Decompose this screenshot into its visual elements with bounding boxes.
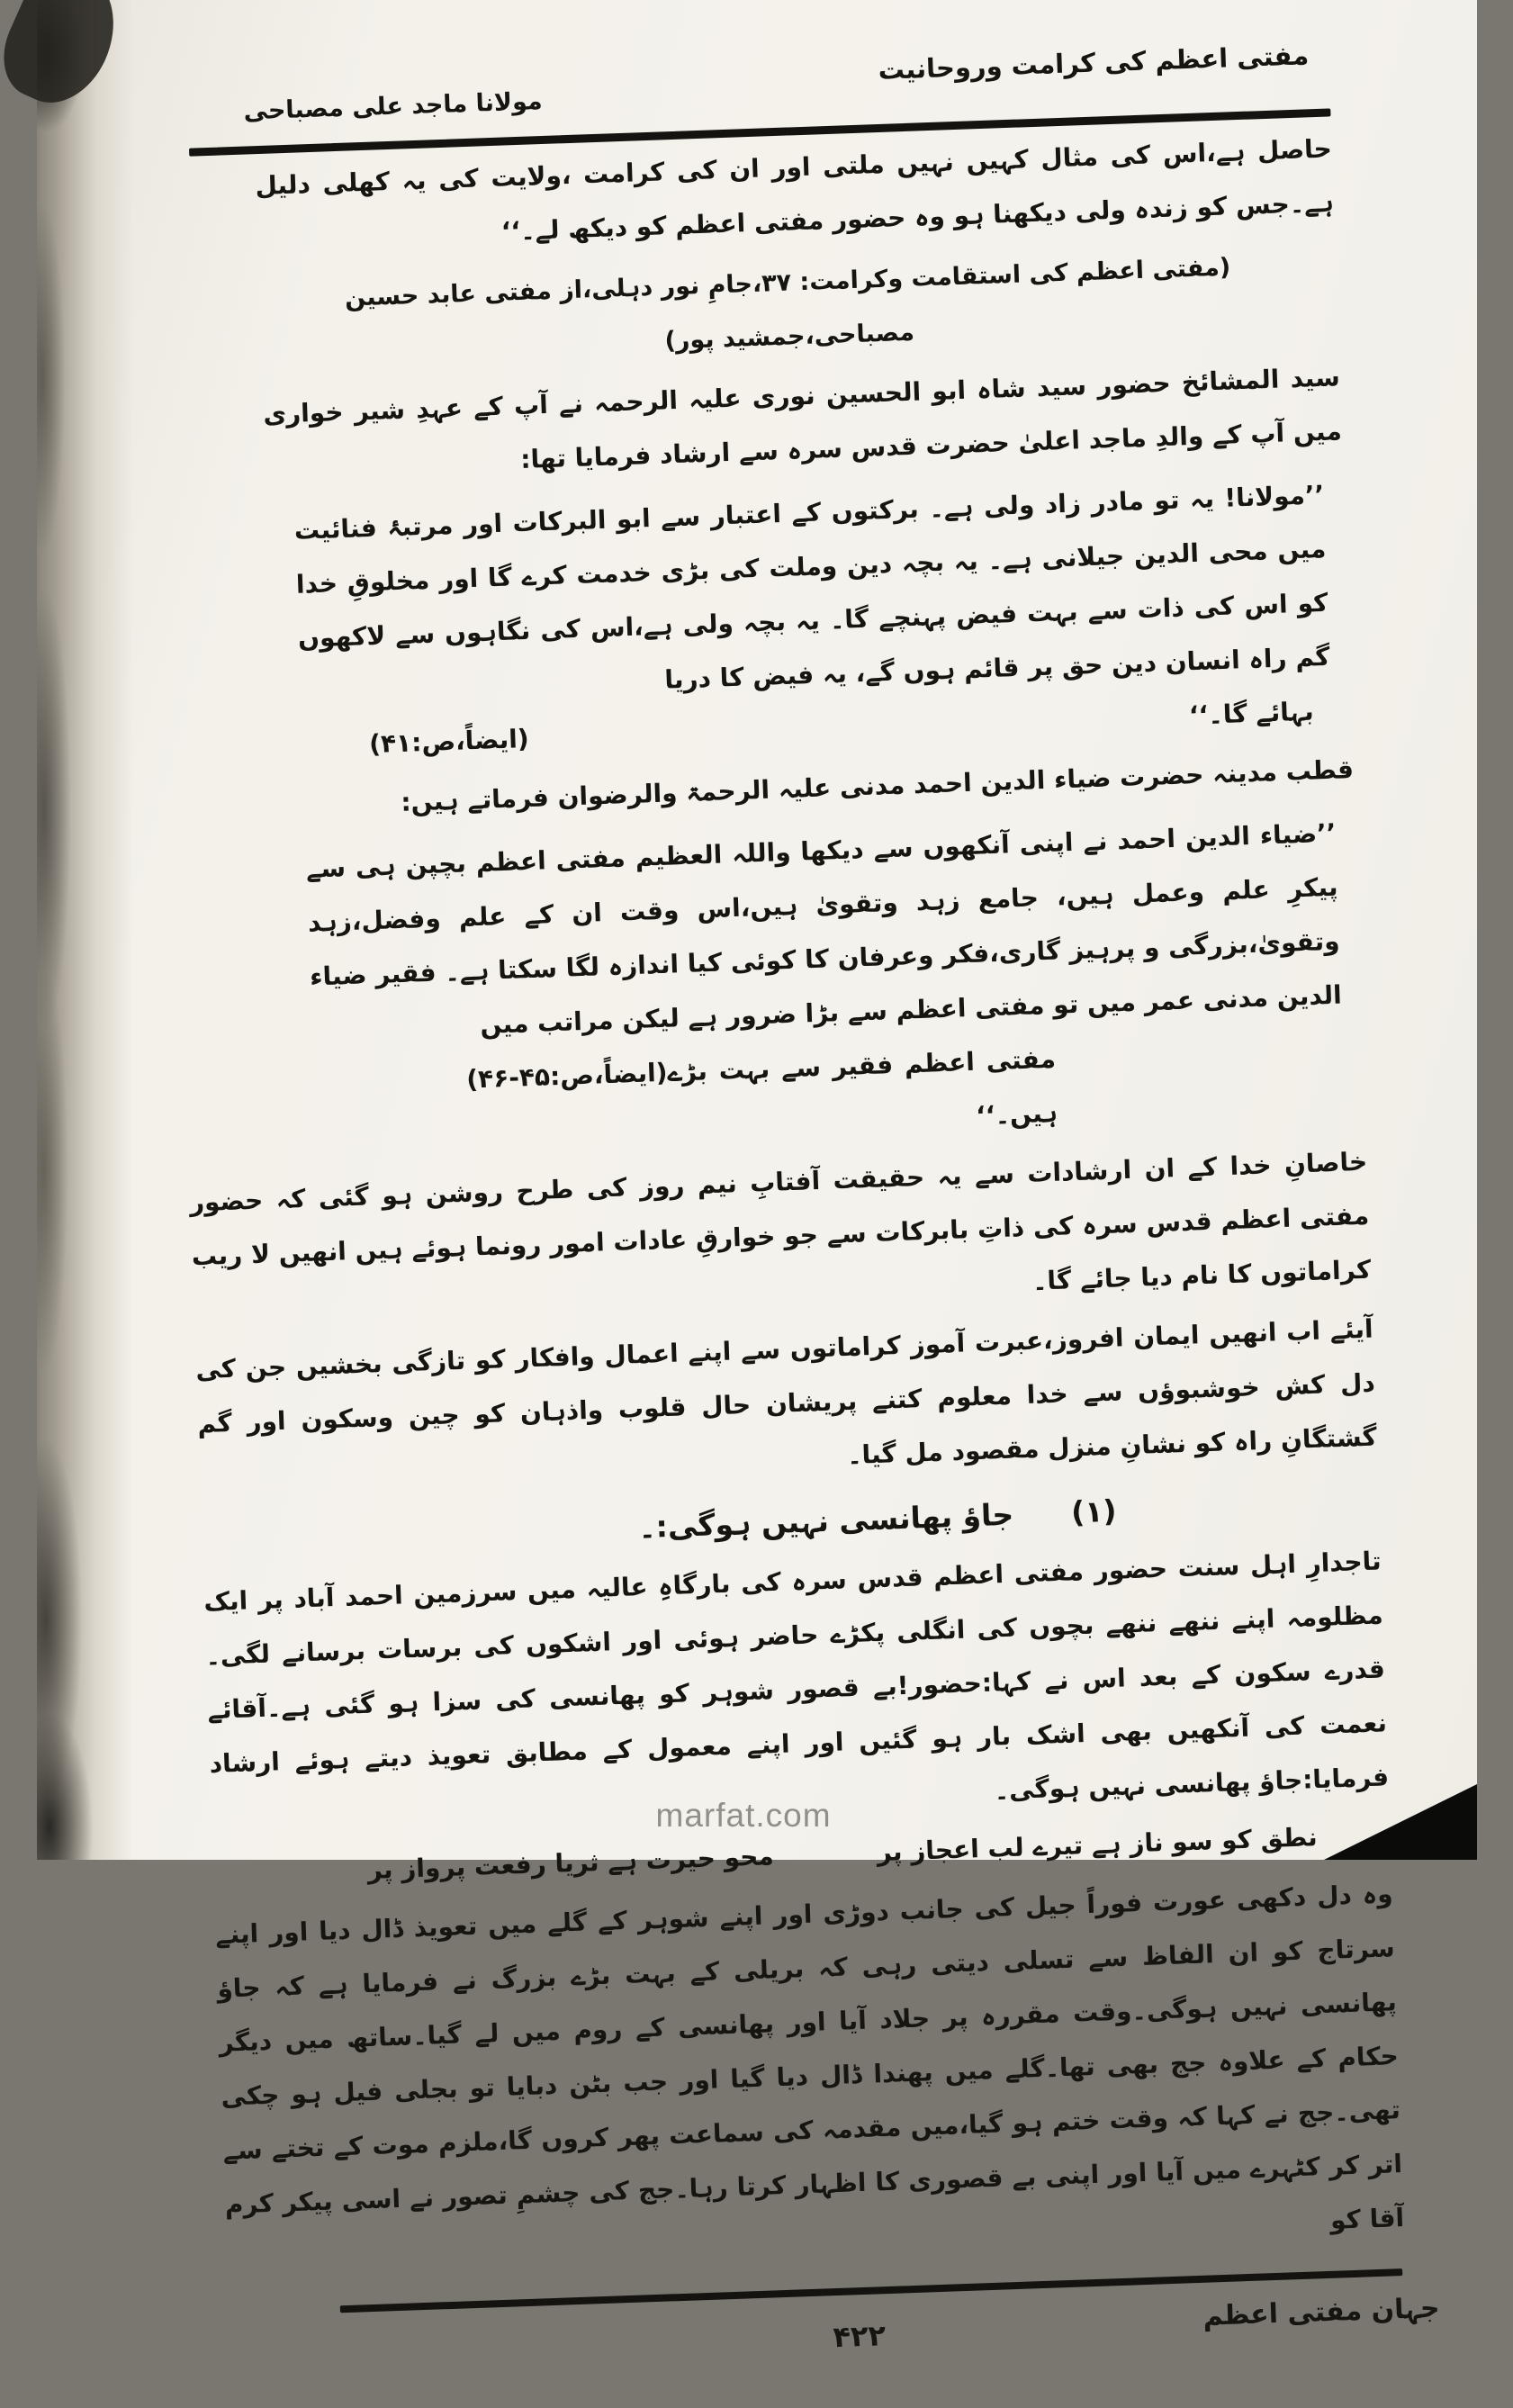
quotation-2-end: مفتی اعظم فقیر سے بہت بڑے ہیں۔‘‘ xyxy=(666,1043,1058,1131)
author-name: مولانا ماجد علی مصباحی xyxy=(242,86,543,126)
reference-citation: (مفتی اعظم کی استقامت وکرامت: ۳۷،جامِ نور دہلی،از مفتی عابد حسین مصباحی،جمشید پور) xyxy=(344,253,1231,356)
quotation-1-text: ’’مولانا! یہ تو مادر زاد ولی ہے۔ برکتوں کے اعتبار سے ابو البرکات اور مرتبۂ فنائیت میں محی الدین جیلانی ہے۔ یہ بچہ دین وملت کی بڑی خدمت کرے گا اور مخلوقِ خدا کو اس کی ذات سے بہت فیض پہنچے گا۔ یہ بچہ ولی ہے،اس کی نگاہوں سے لاکھوں گم راہ انسان دین حق پر قائم ہوں گے، یہ فیض کا دریا xyxy=(293,479,1330,695)
quotation-1-end: بہائے گا۔‘‘ xyxy=(1188,696,1314,731)
paragraph-tajdar-e-ahle-sunnat: تاجدارِ اہل سنت حضور مفتی اعظم قدس سرہ کی بارگاہِ عالیہ میں سرزمین احمد آباد پر ایک مظلومہ اپنے ننھے ننھے بچوں کی انگلی پکڑے حاضر ہوئی اور اشکوں کی برسات برسانے لگی۔قدرے سکون کے بعد اس نے کہا:حضور!بے قصور شوہر کو پھانسی کی سزا ہو گئی ہے۔آقائے نعمت کی آنکھیں بھی اشک بار ہو گئیں اور اپنے معمول کے مطابق تعویذ دیتے ہوئے ارشاد فرمایا:جاؤ پھانسی نہیں ہوگی۔ xyxy=(203,1546,1390,1806)
verse-second-hemistich: محو حیرت ہے ثریا رفعت پرواز پر xyxy=(366,1841,774,1885)
quotation-2-cite: (ایضاً،ص:۴۵-۴۶) xyxy=(465,1057,668,1095)
binding-edge-shadow xyxy=(37,0,136,1860)
paragraph-aaiye-ab: آیئے اب انھیں ایمان افروز،عبرت آموز کراماتوں سے اپنے اعمال وافکار کو تازگی بخشیں جن کی دل کش خوشبوؤں سے خدا معلوم کتنے پریشان حال قلوب واذہان کو چین وسکون اور گم گشتگانِ راہ کو نشانِ منزل مقصود مل گیا۔ xyxy=(194,1313,1377,1471)
page-content xyxy=(115,23,1513,2408)
section-number: (۱) xyxy=(1069,1493,1117,1530)
section-title: جاؤ پھانسی نہیں ہوگی:۔ xyxy=(637,1496,1014,1546)
verse-first-hemistich: نطق کو سو ناز ہے تیرے لب اعجاز پر xyxy=(876,1822,1318,1868)
page-number: ۴۲۲ xyxy=(832,2318,887,2355)
chapter-title: مفتی اعظم کی کرامت وروحانیت xyxy=(877,40,1310,86)
paragraph-syed-almashaikh: سید المشائخ حضور سید شاہ ابو الحسین نوری علیہ الرحمہ نے آپ کے عہدِ شیر خواری میں آپ کے والدِ ماجد اعلیٰ حضرت قدس سرہ سے ارشاد فرمایا تھا: xyxy=(262,362,1342,475)
scanned-book-page xyxy=(37,0,1477,2355)
marfat-watermark: marfat.com xyxy=(655,1797,832,1834)
quotation-1-cite: (ایضاً،ص:۴۱) xyxy=(368,723,529,760)
quotation-2-text: ’’ضیاء الدین احمد نے اپنی آنکھوں سے دیکھا واللہ العظیم مفتی اعظم بچپن ہی سے پیکرِ علم وعمل ہیں، جامع زہد وتقویٰ ہیں،اس وقت ان کے علم وفضل،زہد وتقویٰ،بزرگی و پرہیز گاری،فکر وعرفان کا کوئی کیا اندازہ لگا سکتا ہے۔ فقیر ضیاء الدین مدنی عمر میں تو مفتی اعظم سے بڑا ضرور ہے لیکن مراتب میں xyxy=(304,817,1342,1040)
footer-book-title: جہان مفتی اعظم xyxy=(1202,2292,1440,2332)
paragraph-woh-dil-dukhi: وہ دل دکھی عورت فوراً جیل کی جانب دوڑی اور اپنے شوہر کے گلے میں تعویذ ڈال دیا اور اپنے سرتاج کو ان الفاظ سے تسلی دیتی رہی کہ بریلی کے بہت بڑے بزرگ نے فرمایا ہے کہ جاؤ پھانسی نہیں ہوگی۔وقت مقررہ پر جلاد آیا اور پھانسی کے روم میں لے گیا۔ساتھ میں دیگر حکام کے علاوہ جج بھی تھا۔گلے میں پھندا ڈال دیا گیا اور جب بٹن دبایا تو بجلی فیل ہو چکی تھی۔جج نے کہا کہ وقت ختم ہو گیا،میں مقدمہ کی سماعت پھر کروں گا،ملزم موت کے تختے سے اتر کر کٹہرے میں آیا اور اپنی بے قصوری کا اظہار کرتا رہا۔جج کی چشمِ تصور نے اسی پیکر کرم آقا کو xyxy=(214,1879,1405,2235)
paragraph-khasan-e-khuda: خاصانِ خدا کے ان ارشادات سے یہ حقیقت آفتابِ نیم روز کی طرح روشن ہو گئی کہ حضور مفتی اعظم قدس سرہ کی ذاتِ بابرکات سے جو خوارقِ عادات امور رونما ہوئے ہیں انھیں لا ریب کراماتوں کا نام دیا جائے گا۔ xyxy=(188,1146,1372,1296)
page-curl-shadow xyxy=(1324,1784,1477,1860)
paragraph-qutb-e-madina: قطب مدینہ حضرت ضیاء الدین احمد مدنی علیہ الرحمۃ والرضوان فرماتے ہیں: xyxy=(400,753,1354,817)
paragraph-continuation: حاصل ہے،اس کی مثال کہیں نہیں ملتی اور ان کی کرامت ،ولایت کی یہ کھلی دلیل ہے۔جس کو زندہ ولی دیکھنا ہو وہ حضور مفتی اعظم کو دیکھ لے۔‘‘ xyxy=(254,133,1334,247)
